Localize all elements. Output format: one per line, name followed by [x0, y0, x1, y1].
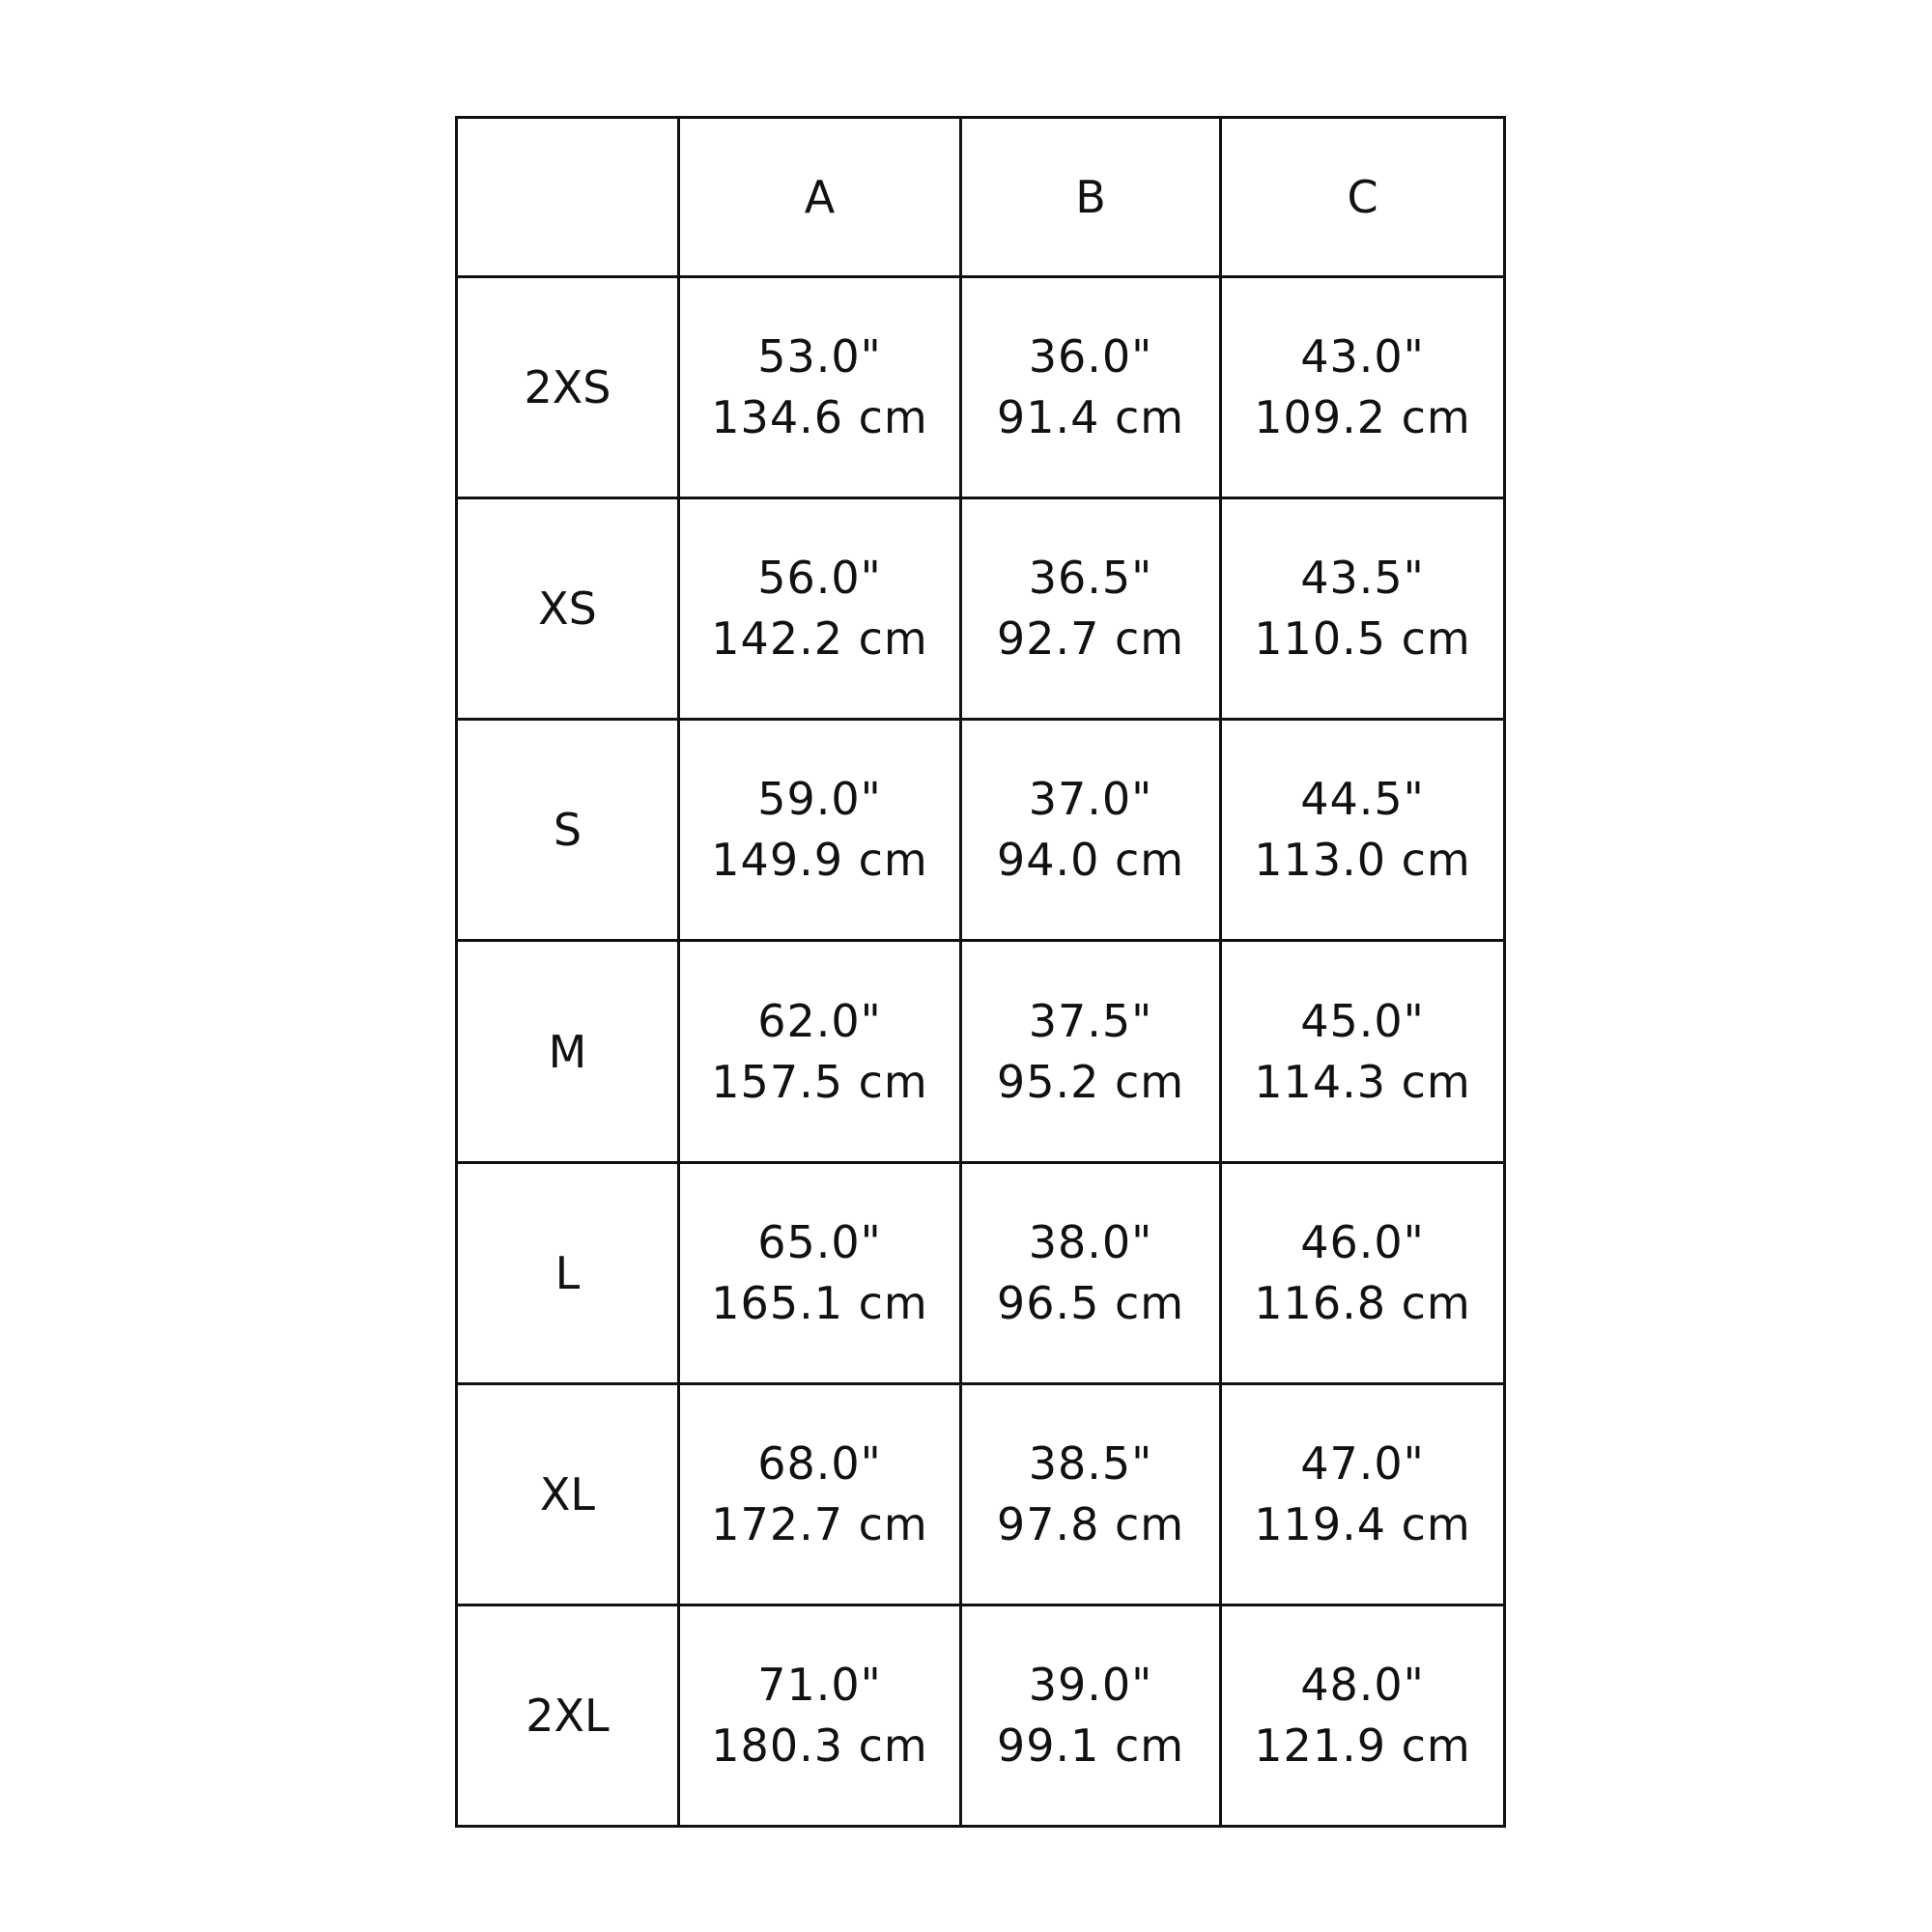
size-label: XL	[539, 1467, 596, 1520]
measurement-cell-a	[679, 1162, 961, 1383]
centimeters-value: 134.6 cm	[711, 391, 928, 444]
measurement-cell-c	[1221, 1162, 1505, 1383]
centimeters-value: 96.5 cm	[996, 1276, 1185, 1329]
table-row-2xs	[457, 277, 1505, 498]
size-cell	[457, 1162, 679, 1383]
measurement-cell-a	[679, 941, 961, 1162]
centimeters-value: 109.2 cm	[1254, 391, 1471, 444]
measurement-cell-b	[961, 720, 1221, 941]
size-label: 2XL	[526, 1689, 610, 1742]
inches-value: 38.0"	[1028, 1215, 1153, 1268]
measurement-cell-b	[961, 941, 1221, 1162]
centimeters-value: 113.0 cm	[1254, 834, 1471, 887]
centimeters-value: 149.9 cm	[711, 834, 928, 887]
size-chart-table	[455, 116, 1506, 1828]
header-cell-a	[679, 118, 961, 277]
inches-value: 43.0"	[1300, 330, 1425, 384]
size-cell	[457, 277, 679, 498]
centimeters-value: 110.5 cm	[1254, 612, 1471, 666]
measurement-cell-a	[679, 1383, 961, 1605]
measurement-cell-a	[679, 1605, 961, 1826]
inches-value: 48.0"	[1300, 1658, 1425, 1711]
measurement-cell-a	[679, 720, 961, 941]
inches-value: 65.0"	[757, 1215, 882, 1268]
inches-value: 37.5"	[1028, 994, 1153, 1047]
header-label-a: A	[804, 171, 836, 224]
centimeters-value: 119.4 cm	[1254, 1497, 1471, 1550]
inches-value: 38.5"	[1028, 1436, 1153, 1490]
size-label: 2XS	[524, 361, 611, 414]
measurement-cell-c	[1221, 498, 1505, 720]
centimeters-value: 180.3 cm	[711, 1719, 928, 1772]
centimeters-value: 94.0 cm	[996, 834, 1185, 887]
centimeters-value: 114.3 cm	[1254, 1055, 1471, 1108]
centimeters-value: 165.1 cm	[711, 1276, 928, 1329]
inches-value: 36.5"	[1028, 552, 1153, 605]
header-cell-b	[961, 118, 1221, 277]
table-row-l	[457, 1162, 1505, 1383]
table-header-row	[457, 118, 1505, 277]
inches-value: 37.0"	[1028, 773, 1153, 826]
size-cell	[457, 941, 679, 1162]
header-cell-c	[1221, 118, 1505, 277]
table-row-xl	[457, 1383, 1505, 1605]
header-label-b: B	[1075, 171, 1106, 224]
measurement-cell-b	[961, 277, 1221, 498]
measurement-cell-c	[1221, 720, 1505, 941]
size-label: M	[548, 1025, 587, 1078]
inches-value: 45.0"	[1300, 994, 1425, 1047]
inches-value: 47.0"	[1300, 1436, 1425, 1490]
size-label: S	[553, 804, 582, 857]
header-label-c: C	[1347, 171, 1378, 224]
inches-value: 71.0"	[757, 1658, 882, 1711]
inches-value: 46.0"	[1300, 1215, 1425, 1268]
measurement-cell-a	[679, 498, 961, 720]
size-cell	[457, 1383, 679, 1605]
inches-value: 36.0"	[1028, 330, 1153, 384]
measurement-cell-b	[961, 1162, 1221, 1383]
size-label: L	[554, 1246, 581, 1299]
centimeters-value: 99.1 cm	[996, 1719, 1185, 1772]
inches-value: 53.0"	[757, 330, 882, 384]
measurement-cell-b	[961, 1383, 1221, 1605]
measurement-cell-c	[1221, 277, 1505, 498]
size-cell	[457, 1605, 679, 1826]
centimeters-value: 91.4 cm	[996, 391, 1185, 444]
measurement-cell-b	[961, 1605, 1221, 1826]
inches-value: 43.5"	[1300, 552, 1425, 605]
inches-value: 68.0"	[757, 1436, 882, 1490]
inches-value: 62.0"	[757, 994, 882, 1047]
centimeters-value: 121.9 cm	[1254, 1719, 1471, 1772]
size-label: XS	[538, 582, 597, 636]
centimeters-value: 172.7 cm	[711, 1497, 928, 1550]
table-row-xs	[457, 498, 1505, 720]
measurement-cell-b	[961, 498, 1221, 720]
inches-value: 44.5"	[1300, 773, 1425, 826]
inches-value: 59.0"	[757, 773, 882, 826]
table-row-m	[457, 941, 1505, 1162]
size-cell	[457, 498, 679, 720]
header-cell-size	[457, 118, 679, 277]
measurement-cell-c	[1221, 941, 1505, 1162]
measurement-cell-c	[1221, 1605, 1505, 1826]
centimeters-value: 157.5 cm	[711, 1055, 928, 1108]
centimeters-value: 95.2 cm	[996, 1055, 1185, 1108]
inches-value: 56.0"	[757, 552, 882, 605]
table-row-2xl	[457, 1605, 1505, 1826]
centimeters-value: 142.2 cm	[711, 612, 928, 666]
table-row-s	[457, 720, 1505, 941]
centimeters-value: 97.8 cm	[996, 1497, 1185, 1550]
centimeters-value: 92.7 cm	[996, 612, 1185, 666]
measurement-cell-a	[679, 277, 961, 498]
centimeters-value: 116.8 cm	[1254, 1276, 1471, 1329]
inches-value: 39.0"	[1028, 1658, 1153, 1711]
measurement-cell-c	[1221, 1383, 1505, 1605]
size-cell	[457, 720, 679, 941]
